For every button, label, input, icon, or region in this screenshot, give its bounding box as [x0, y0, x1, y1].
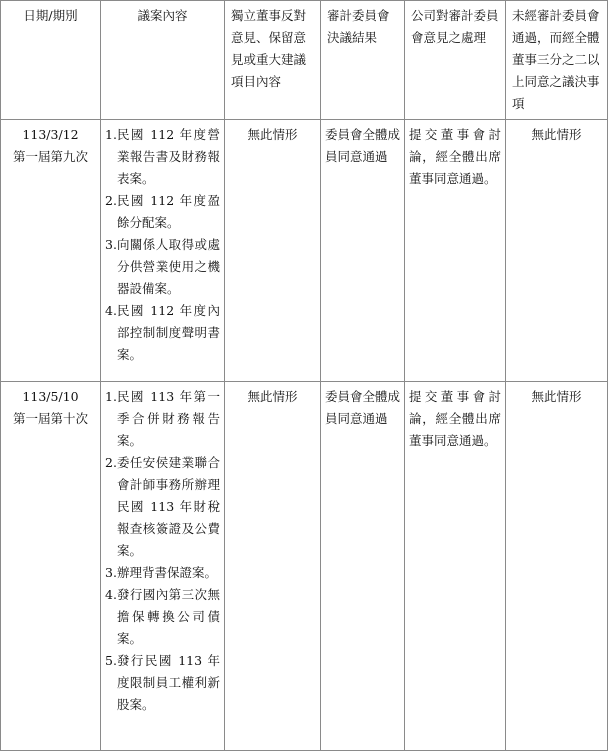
agenda-item: 3. 辦理背書保證案。	[105, 565, 217, 580]
header-not-approved: 未經審計委員會通過，而經全體董事三分之二以上同意之議決事項	[506, 1, 608, 120]
company-handling-cell: 提交董事會討論，經全體出席董事同意通過。	[405, 120, 506, 382]
header-date: 日期/期別	[1, 1, 101, 120]
header-independent-opinion: 獨立董事反對意見、保留意見或重大建議項目內容	[225, 1, 321, 120]
agenda-item: 5. 發行民國 113 年度限制員工權利新股案。	[105, 653, 220, 712]
header-row	[1, 1, 608, 120]
agenda-item: 4. 發行國內第三次無擔保轉換公司債案。	[105, 587, 220, 646]
company-handling-cell: 提交董事會討論，經全體出席董事同意通過。	[405, 382, 506, 751]
meeting-session: 第一屆第十次	[12, 411, 88, 426]
header-committee-result: 審計委員會決議結果	[321, 1, 405, 120]
agenda-item: 3. 向關係人取得或處分供營業使用之機器設備案。	[105, 237, 220, 296]
meeting-date-cell	[1, 382, 101, 751]
meeting-date: 113/3/12	[22, 127, 79, 142]
header-agenda: 議案內容	[101, 1, 225, 120]
agenda-item: 2. 民國 112 年度盈餘分配案。	[105, 193, 220, 230]
independent-opinion-cell: 無此情形	[225, 382, 321, 751]
table-row	[1, 382, 608, 751]
committee-result-cell: 委員會全體成員同意通過	[321, 120, 405, 382]
table-row	[1, 120, 608, 382]
agenda-item: 1. 民國 112 年度營業報告書及財務報表案。	[105, 127, 220, 186]
agenda-list	[105, 124, 220, 366]
agenda-item: 1. 民國 113 年第一季合併財務報告案。	[105, 389, 220, 448]
agenda-item: 4. 民國 112 年度內部控制制度聲明書案。	[105, 303, 220, 362]
meeting-date: 113/5/10	[22, 389, 79, 404]
agenda-list	[105, 386, 220, 716]
independent-opinion-cell: 無此情形	[225, 120, 321, 382]
agenda-cell	[101, 120, 225, 382]
agenda-item: 2. 委任安侯建業聯合會計師事務所辦理民國 113 年財稅報查核簽證及公費案。	[105, 455, 220, 558]
committee-result-cell: 委員會全體成員同意通過	[321, 382, 405, 751]
not-approved-cell: 無此情形	[506, 120, 608, 382]
not-approved-cell: 無此情形	[506, 382, 608, 751]
agenda-cell	[101, 382, 225, 751]
header-company-handling: 公司對審計委員會意見之處理	[405, 1, 506, 120]
meeting-session: 第一屆第九次	[12, 149, 88, 164]
meeting-date-cell	[1, 120, 101, 382]
